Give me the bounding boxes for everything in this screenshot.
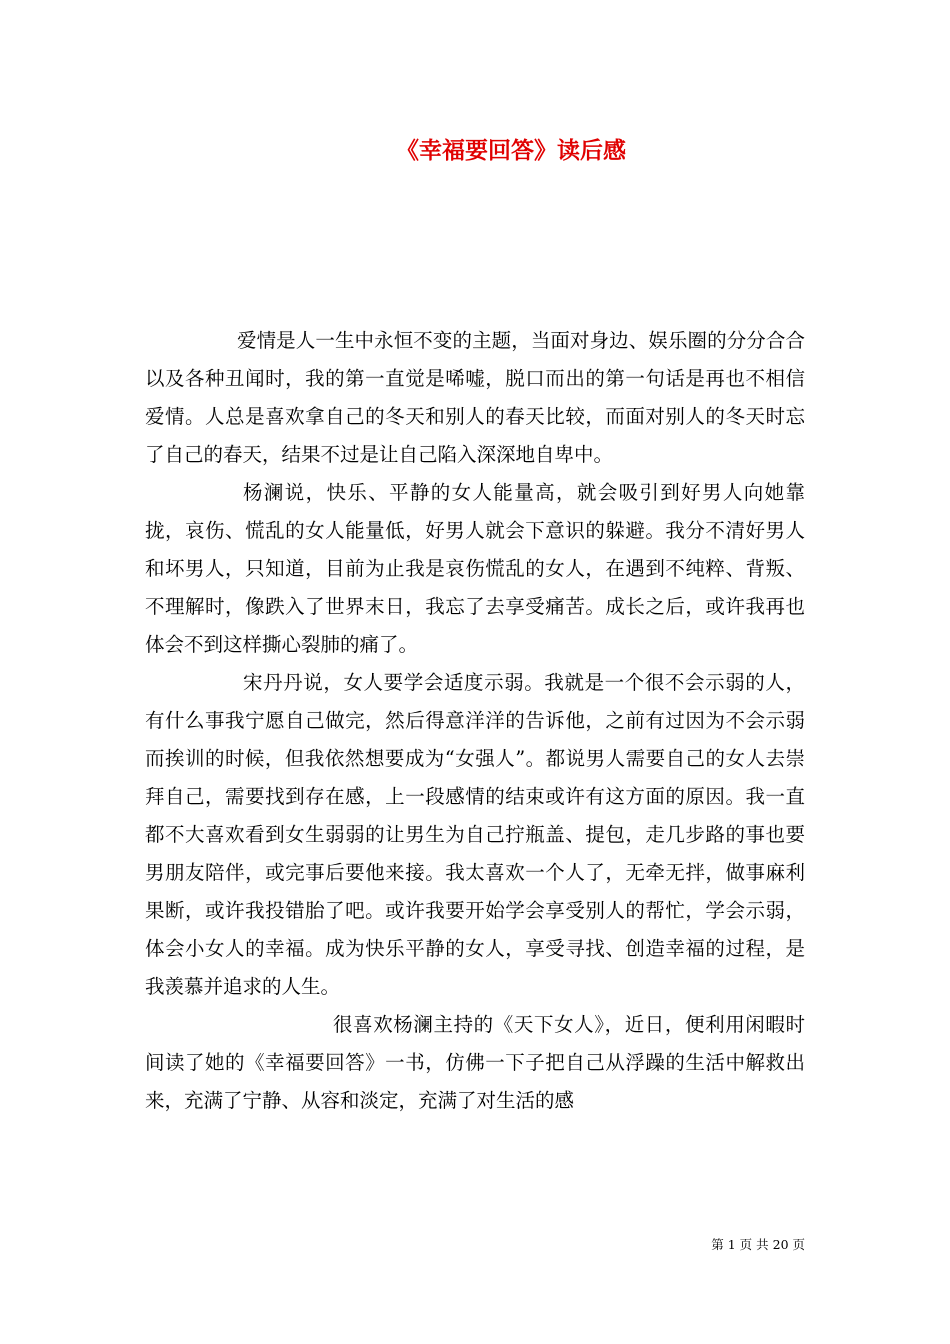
document-title: 《幸福要回答》读后感 <box>396 137 626 164</box>
paragraph-3: 宋丹丹说，女人要学会适度示弱。我就是一个很不会示弱的人，有什么事我宁愿自己做完，然后得意洋洋的告诉他，之前有过因为不会示弱而挨训的时候，但我依然想要成为“女强人”。都说男人需要自己的女人去崇拜自己，需要找到存在感，上一段感情的结束或许有这方面的原因。我一直都不大喜欢看到女生弱弱的让男生为自己拧瓶盖、提包，走几步路的事也要男朋友陪伴，或完事后要他来接。我太喜欢一个人了，无牵无拌，做事麻利果断，或许我投错胎了吧。或许我要开始学会享受别人的帮忙，学会示弱，体会小女人的幸福。成为快乐平静的女人，享受寻找、创造幸福的过程，是我羡慕并追求的人生。 <box>145 671 805 998</box>
document-body <box>145 322 805 1120</box>
paragraph-2: 杨澜说，快乐、平静的女人能量高，就会吸引到好男人向她靠拢，哀伤、慌乱的女人能量低，好男人就会下意识的躲避。我分不清好男人和坏男人，只知道，目前为止我是哀伤慌乱的女人，在遇到不纯粹、背叛、不理解时，像跌入了世界末日，我忘了去享受痛苦。成长之后，或许我再也体会不到这样撕心裂肺的痛了。 <box>145 481 805 656</box>
paragraph-1: 爱情是人一生中永恒不变的主题，当面对身边、娱乐圈的分分合合以及各种丑闻时，我的第一直觉是唏嘘，脱口而出的第一句话是再也不相信爱情。人总是喜欢拿自己的冬天和别人的春天比较，而面对别人的冬天时忘了自己的春天，结果不过是让自己陷入深深地自卑中。 <box>145 329 805 466</box>
page-number-footer: 第 1 页 共 20 页 <box>711 1237 805 1252</box>
paragraph-4: 很喜欢杨澜主持的《天下女人》，近日，便利用闲暇时间读了她的《幸福要回答》一书，仿佛一下子把自己从浮躁的生活中解救出来，充满了宁静、从容和淡定，充满了对生活的感 <box>145 1013 805 1112</box>
